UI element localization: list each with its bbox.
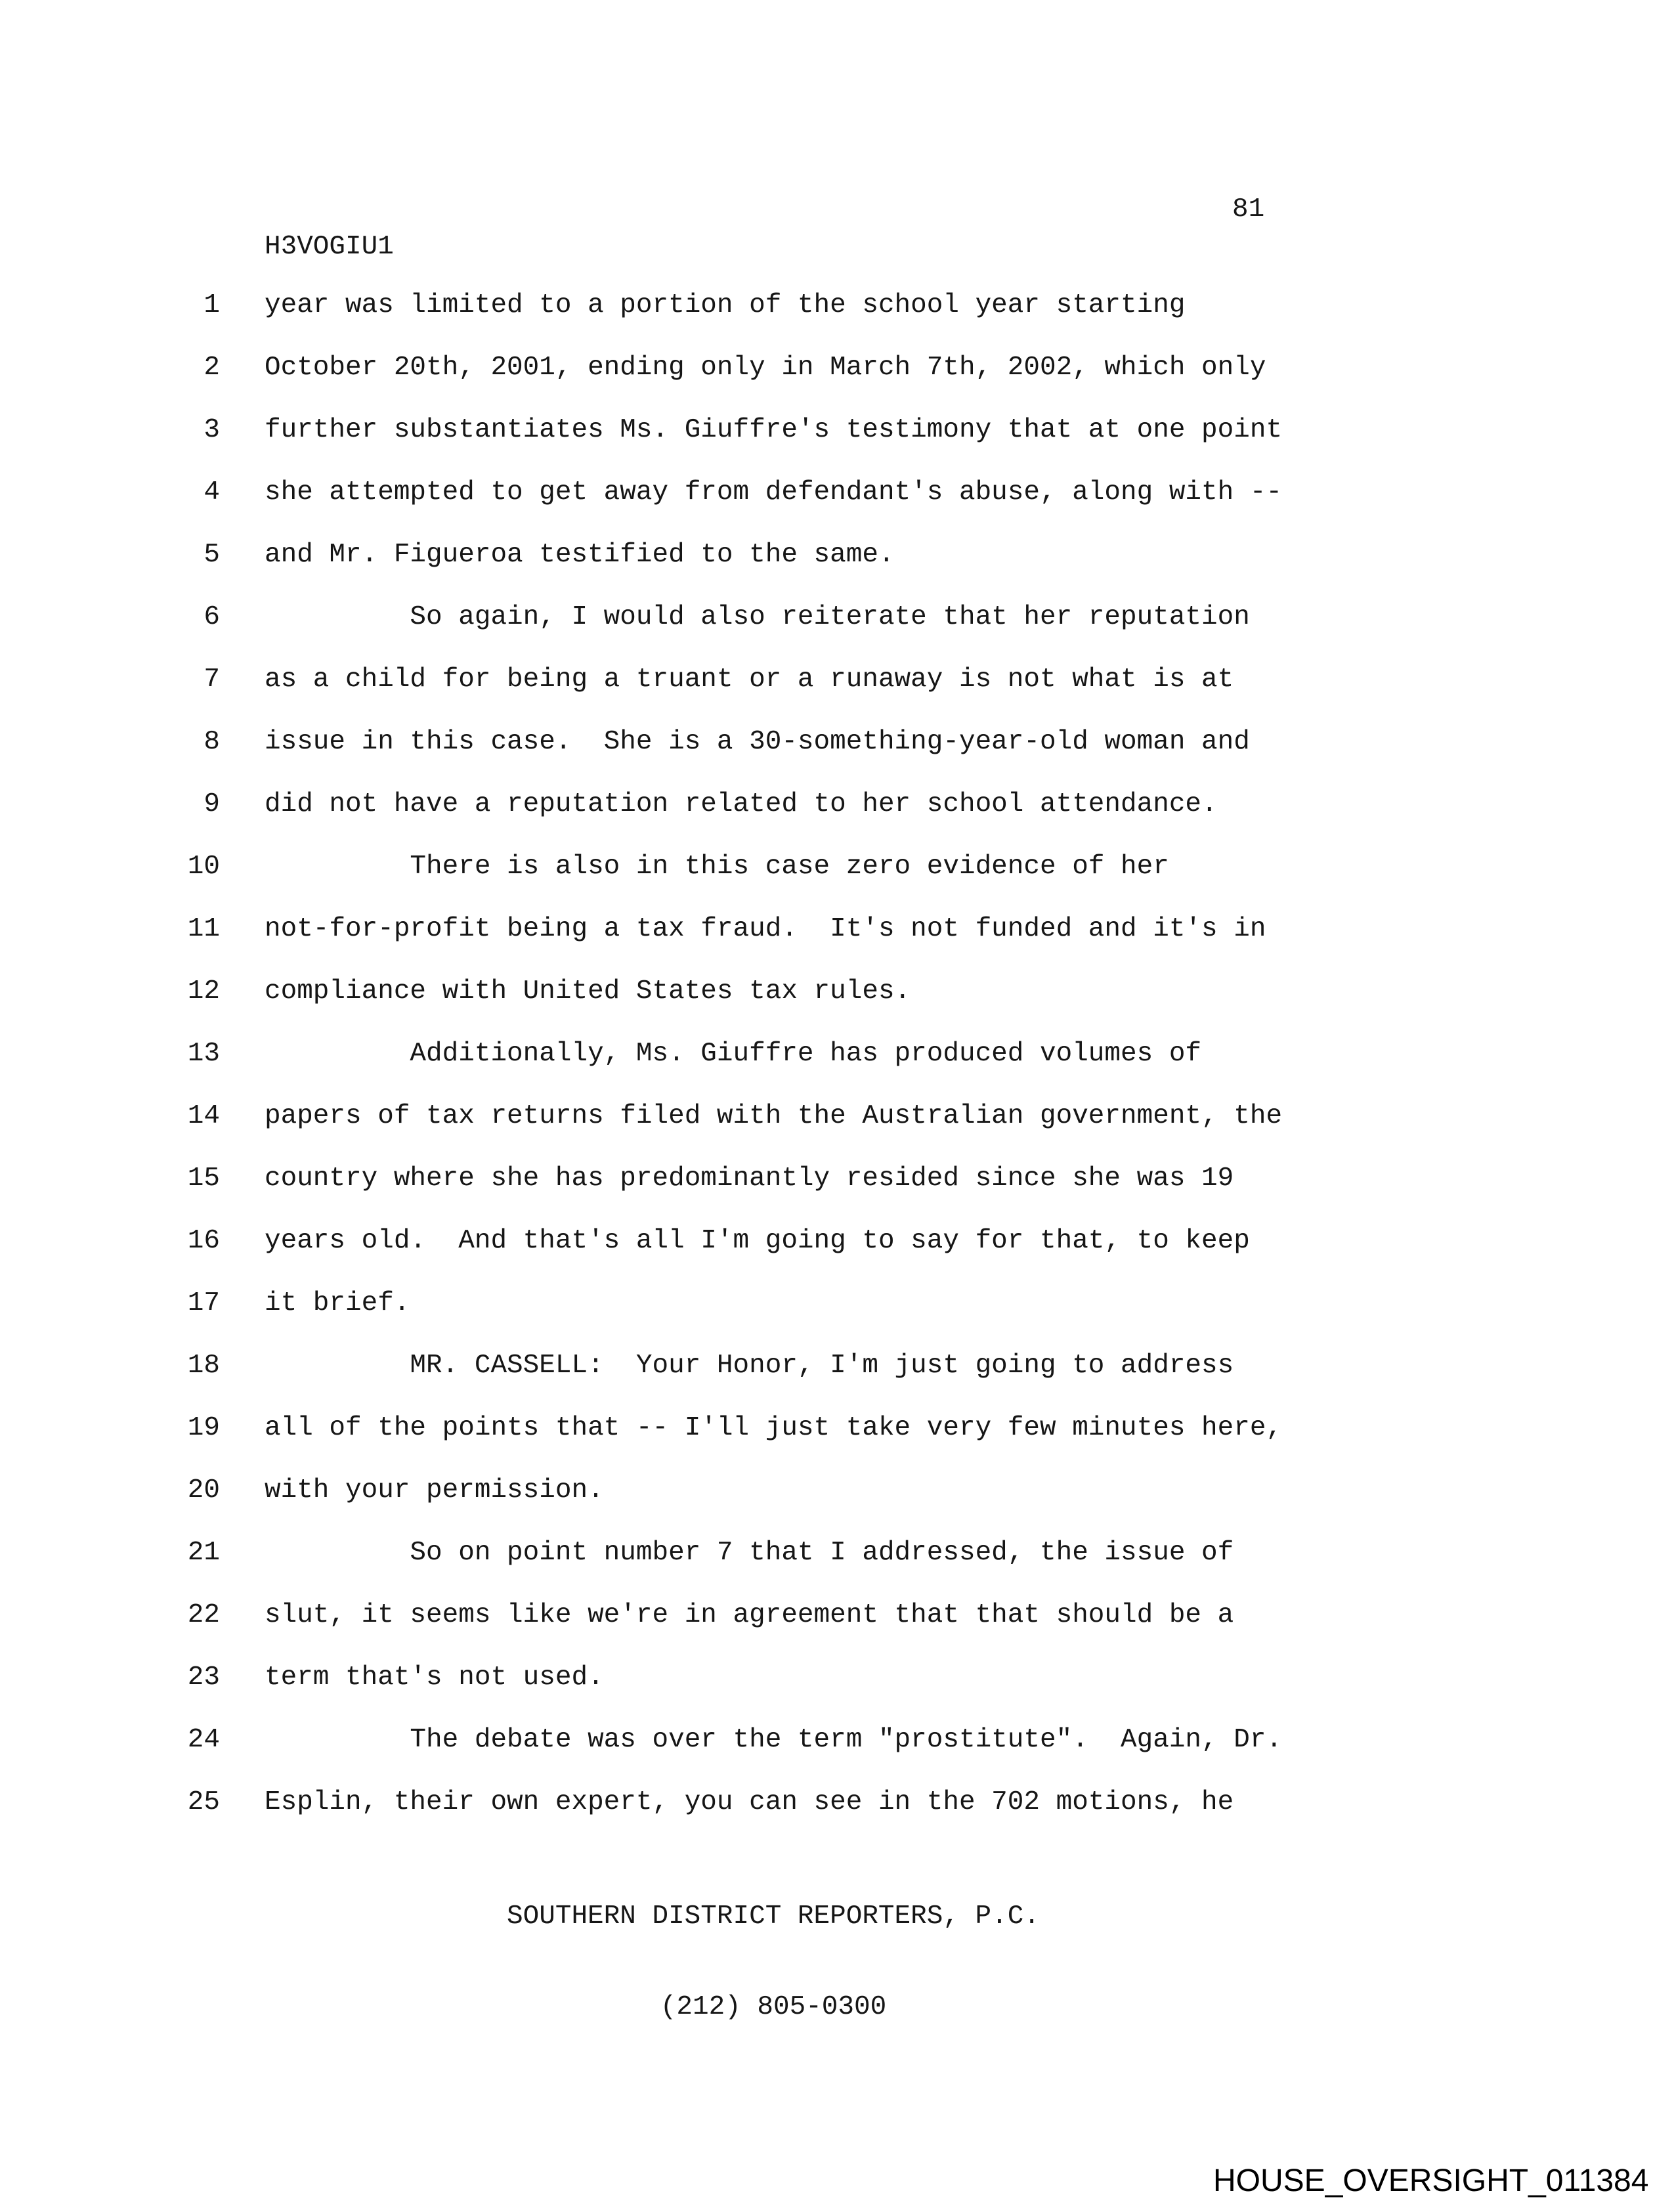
transcript-line [0,836,1674,898]
line-text: papers of tax returns filed with the Australian government, the [265,1101,1283,1131]
reporter-footer [265,1841,1282,2083]
line-number: 23 [187,1662,220,1693]
transcript-line [0,898,1674,961]
line-text: and Mr. Figueroa testified to the same. [265,540,895,570]
line-number: 12 [187,976,220,1007]
line-number: 3 [204,415,220,445]
transcript-line [0,462,1674,524]
line-text: did not have a reputation related to her school attendance. [265,789,1218,819]
line-number: 5 [204,540,220,570]
line-number: 14 [187,1101,220,1131]
reporter-phone: (212) 805-0300 [660,1992,887,2022]
line-text: with your permission. [265,1475,604,1506]
line-number: 15 [187,1163,220,1194]
line-text: So on point number 7 that I addressed, the issue of [265,1538,1234,1568]
line-number: 18 [187,1351,220,1381]
line-text: not-for-profit being a tax fraud. It's not funded and it's in [265,914,1266,944]
transcript-line [0,1272,1674,1335]
line-text: Esplin, their own expert, you can see in the 702 motions, he [265,1787,1234,1817]
transcript-line [0,1085,1674,1148]
line-number: 10 [187,852,220,882]
line-number: 4 [204,477,220,508]
transcript-line [0,1460,1674,1522]
bates-stamp: HOUSE_OVERSIGHT_011384 [1213,2163,1649,2198]
line-number: 21 [187,1538,220,1568]
line-number: 20 [187,1475,220,1506]
transcript-line [0,649,1674,711]
line-text: slut, it seems like we're in agreement that that should be a [265,1600,1234,1630]
line-text: compliance with United States tax rules. [265,976,911,1007]
line-text: she attempted to get away from defendant's abuse, along with -- [265,477,1283,508]
transcript-line [0,1771,1674,1834]
line-number: 22 [187,1600,220,1630]
line-number: 24 [187,1725,220,1755]
transcript-header-id: H3VOGIU1 [265,232,394,262]
transcript-line [0,961,1674,1023]
line-text: So again, I would also reiterate that her reputation [265,602,1250,632]
transcript-line [0,1709,1674,1771]
line-number: 2 [204,353,220,383]
transcript-line [0,337,1674,399]
transcript-line [0,399,1674,462]
line-text: issue in this case. She is a 30-something-year-old woman and [265,727,1250,757]
transcript-line [0,274,1674,337]
line-number: 9 [204,789,220,819]
line-text: all of the points that -- I'll just take very few minutes here, [265,1413,1283,1443]
page-number: 81 [1232,194,1265,225]
line-number: 6 [204,602,220,632]
line-number: 11 [187,914,220,944]
transcript-line [0,1210,1674,1272]
line-number: 17 [187,1288,220,1318]
reporter-name: SOUTHERN DISTRICT REPORTERS, P.C. [507,1901,1040,1932]
line-text: The debate was over the term "prostitute". Again, Dr. [265,1725,1283,1755]
line-number: 8 [204,727,220,757]
line-number: 25 [187,1787,220,1817]
transcript-line [0,711,1674,773]
line-text: Additionally, Ms. Giuffre has produced volumes of [265,1039,1202,1069]
transcript-line [0,1584,1674,1647]
transcript-body [0,274,1674,1834]
line-number: 1 [204,290,220,320]
transcript-line [0,1335,1674,1397]
line-text: There is also in this case zero evidence of her [265,852,1169,882]
transcript-line [0,1023,1674,1085]
line-number: 16 [187,1226,220,1256]
line-text: it brief. [265,1288,410,1318]
transcript-line [0,1647,1674,1709]
line-text: years old. And that's all I'm going to say for that, to keep [265,1226,1250,1256]
line-text: further substantiates Ms. Giuffre's testimony that at one point [265,415,1283,445]
transcript-line [0,586,1674,649]
line-text: term that's not used. [265,1662,604,1693]
line-text: October 20th, 2001, ending only in March 7th, 2002, which only [265,353,1266,383]
transcript-line [0,1397,1674,1460]
transcript-line [0,524,1674,586]
line-text: country where she has predominantly resided since she was 19 [265,1163,1234,1194]
line-number: 7 [204,664,220,695]
line-text: as a child for being a truant or a runaway is not what is at [265,664,1234,695]
line-number: 13 [187,1039,220,1069]
line-text: MR. CASSELL: Your Honor, I'm just going to address [265,1351,1234,1381]
line-number: 19 [187,1413,220,1443]
transcript-line [0,1522,1674,1584]
transcript-line [0,773,1674,836]
line-text: year was limited to a portion of the school year starting [265,290,1186,320]
transcript-line [0,1148,1674,1210]
